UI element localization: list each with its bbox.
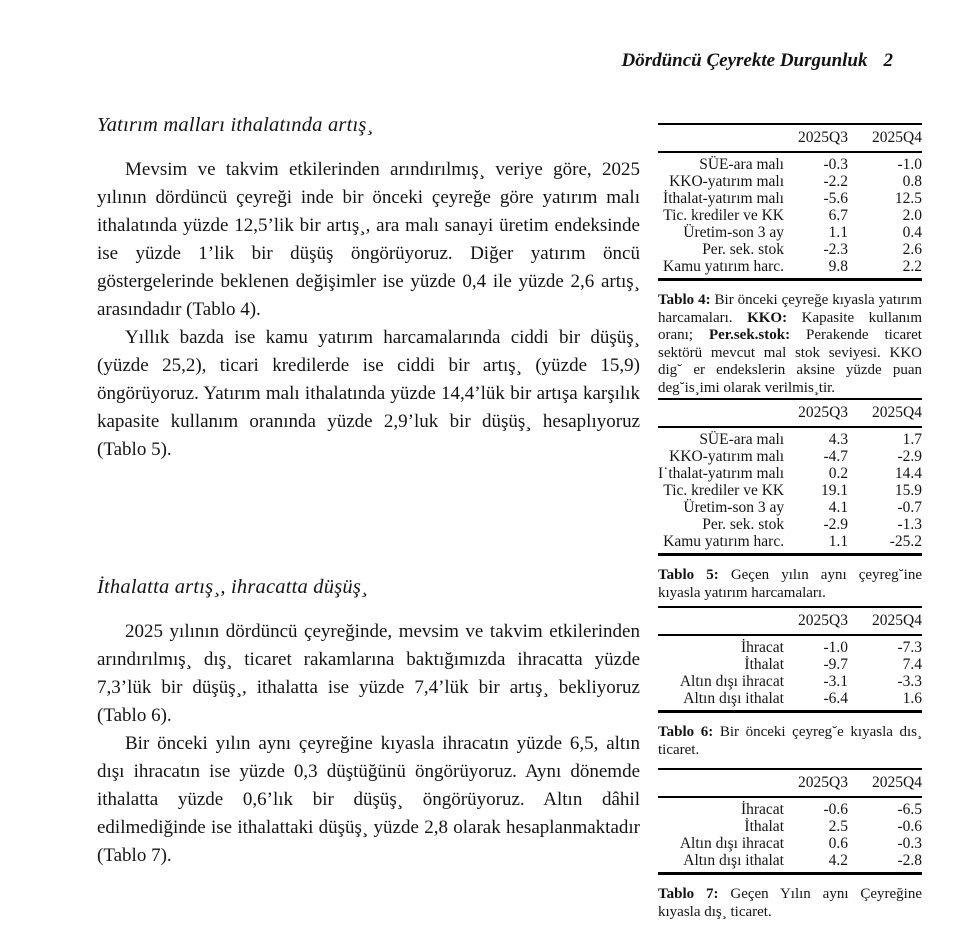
running-header-title: Dördüncü Çeyrekte Durgunluk: [621, 50, 868, 71]
cell-q3: 6.7: [828, 207, 848, 224]
cell-q3: -5.6: [823, 190, 848, 207]
table-4-col-2025q4: 2025Q4: [848, 124, 922, 152]
row-label: Üretim-son 3 ay: [683, 499, 785, 516]
cell-q3: 1.1: [828, 224, 848, 241]
table-row: [658, 533, 922, 555]
table-row: [658, 797, 922, 818]
running-header: [622, 50, 894, 72]
table-row: [658, 499, 922, 516]
cell-q3: 2.5: [828, 818, 848, 835]
paragraph-3: 2025 yılının dördüncü çeyreğinde, mevsim ve takvim etkilerinden arındırılmış¸ dış¸ ticaret rakamlarına baktığımızda ihracatta yüzde 7,3’lük bir düşüş¸, ithalatta ise yüzde 7,4’lük bir artış¸ bekliyoruz (Tablo 6).: [97, 621, 640, 726]
table-6-col-2025q4: 2025Q4: [848, 607, 922, 635]
section-foreign-trade: [97, 576, 640, 870]
row-label: I˙thalat-yatırım malı: [658, 465, 785, 482]
cell-q3: 4.2: [828, 852, 848, 869]
table-5-col-2025q3: 2025Q3: [784, 399, 848, 427]
section-investment-imports: [97, 114, 640, 464]
cell-q4: 2.2: [902, 258, 922, 275]
cell-q3: -9.7: [823, 656, 848, 673]
table-4-col-2025q3: 2025Q3: [784, 124, 848, 152]
table-5-caption: Tablo 5: Geçen yılın aynı çeyreg˘ine kıyasla yatırım harcamaları.: [658, 567, 923, 601]
table-row: [658, 835, 922, 852]
table-5-col-2025q4: 2025Q4: [848, 399, 922, 427]
row-label: Kamu yatırım harc.: [663, 533, 785, 550]
cell-q4: 2.6: [902, 241, 922, 258]
cell-q3: 0.6: [828, 835, 848, 852]
row-label: Kamu yatırım harc.: [663, 258, 784, 275]
cell-q4: -1.0: [897, 156, 922, 173]
cell-q4: -0.7: [897, 499, 922, 516]
row-label: Per. sek. stok: [702, 241, 784, 258]
row-label: İthalat-yatırım malı: [663, 190, 784, 207]
cell-q4: 0.4: [902, 224, 922, 241]
cell-q3: 19.1: [820, 482, 849, 499]
row-label: İhracat: [740, 801, 784, 818]
table-row: [658, 656, 922, 673]
cell-q4: 1.6: [902, 690, 922, 707]
row-label: KKO-yatırım malı: [669, 448, 785, 465]
cell-q3: 4.3: [828, 431, 849, 448]
table-7-label-col-header: [658, 769, 784, 797]
table-7-col-2025q4: 2025Q4: [848, 769, 922, 797]
section-heading-2: İthalatta artış¸, ihracatta düşüş¸: [97, 576, 369, 598]
cell-q3: -2.2: [823, 173, 848, 190]
table-row: [658, 635, 922, 656]
table-row: [658, 516, 922, 533]
table-5-label-col-header: [658, 399, 784, 427]
table-row: [658, 818, 922, 835]
table-row: [658, 224, 922, 241]
paragraph-1: Mevsim ve takvim etkilerinden arındırılmış¸ veriye göre, 2025 yılının dördüncü çeyreği inde bir önceki çeyreğe göre yatırım malı ithalatında yüzde 12,5’lik bir artış¸, ara malı sanayi üretim endeksinde ise yüzde 1’lik bir düşüş öngörüyoruz. Diğer yatırım öncü göstergelerinde beklenen değişimler ise yüzde 0,4 ile yüzde 2,6 artış¸ arasındadır (Tablo 4).: [97, 159, 640, 320]
cell-q3: 9.8: [828, 258, 848, 275]
table-6-label-col-header: [658, 607, 784, 635]
table-6-header-row: [658, 607, 922, 635]
cell-q3: -3.1: [823, 673, 848, 690]
page-number: 2: [883, 50, 893, 71]
table-6-caption: Tablo 6: Bir önceki çeyreg˘e kıyasla dıs¸ ticaret.: [658, 724, 922, 758]
table-4-caption: Tablo 4: Bir önceki çeyreğe kıyasla yatırım harcamaları. KKO: Kapasite kullanım oranı; Per.sek.stok: Perakende ticaret sektörü mevcut mal stok seviyesi. KKO dig˘ er endekslerin aksine yüzde puan deg˘is¸imi olarak verilmis¸tir.: [658, 292, 923, 396]
cell-q4: -2.8: [897, 852, 922, 869]
paragraph-4: Bir önceki yılın aynı çeyreğine kıyasla ihracatın yüzde 6,5, altın dışı ihracatın ise yüzde 0,3 düştüğünü öngörüyoruz. Aynı dönemde ithalatta yüzde 0,6’lık bir düşüş¸ öngörüyoruz. Altın dâhil edilmediğinde ise ithalattaki düşüş¸ yüzde 2,8 olarak hesaplanmaktadır (Tablo 7).: [97, 733, 640, 866]
table-4-header-row: [658, 124, 922, 152]
table-5: [658, 398, 922, 556]
cell-q4: -25.2: [889, 533, 922, 550]
table-row: [658, 482, 922, 499]
table-4-block: [658, 123, 922, 397]
cell-q4: -6.5: [897, 801, 922, 818]
row-label: Tic. krediler ve KK: [663, 207, 784, 224]
table-6-col-2025q3: 2025Q3: [784, 607, 848, 635]
row-label: KKO-yatırım malı: [669, 173, 784, 190]
table-row: [658, 207, 922, 224]
table-6: [658, 606, 922, 713]
row-label: İthalat: [744, 656, 784, 673]
table-5-header-row: [658, 399, 922, 427]
cell-q4: 0.8: [902, 173, 922, 190]
paragraph-2: Yıllık bazda ise kamu yatırım harcamalarında ciddi bir düşüş¸ (yüzde 25,2), ticari kredilerde ise ciddi bir artış¸ (yüzde 15,9) öngörüyoruz. Yatırım malı ithalatında yüzde 14,4’lük bir artışa karşılık kapasite kullanım oranında yüzde 2,9’luk bir düşüş¸ hesaplıyoruz (Tablo 5).: [97, 327, 640, 460]
table-4: [658, 123, 922, 281]
table-row: [658, 673, 922, 690]
row-label: Altın dışı ihracat: [679, 835, 784, 852]
row-label: Altın dışı ithalat: [683, 852, 784, 869]
cell-q3: 0.2: [828, 465, 849, 482]
table-row: [658, 690, 922, 712]
cell-q4: 2.0: [902, 207, 922, 224]
table-6-block: [658, 606, 922, 759]
table-7: [658, 768, 922, 875]
cell-q4: -3.3: [897, 673, 922, 690]
cell-q4: -0.6: [897, 818, 922, 835]
section-heading-1: Yatırım malları ithalatında artış¸: [97, 114, 374, 136]
cell-q4: 12.5: [894, 190, 922, 207]
table-row: [658, 190, 922, 207]
table-7-header-row: [658, 769, 922, 797]
cell-q3: -2.3: [823, 241, 848, 258]
table-row: [658, 258, 922, 280]
table-row: [658, 448, 922, 465]
row-label: Altın dışı ihracat: [679, 673, 784, 690]
table-row: [658, 152, 922, 173]
cell-q4: -2.9: [897, 448, 922, 465]
row-label: Tic. krediler ve KK: [663, 482, 785, 499]
row-label: İhracat: [740, 639, 784, 656]
table-row: [658, 852, 922, 874]
cell-q4: -0.3: [897, 835, 922, 852]
cell-q4: 14.4: [894, 465, 922, 482]
cell-q4: -7.3: [897, 639, 922, 656]
cell-q3: 4.1: [828, 499, 849, 516]
table-row: [658, 465, 922, 482]
cell-q3: -0.3: [823, 156, 848, 173]
table-row: [658, 427, 922, 448]
cell-q4: 1.7: [902, 431, 922, 448]
cell-q3: -6.4: [823, 690, 848, 707]
table-7-col-2025q3: 2025Q3: [784, 769, 848, 797]
row-label: SÜE-ara malı: [699, 431, 785, 448]
row-label: Altın dışı ithalat: [683, 690, 784, 707]
cell-q3: -1.0: [823, 639, 848, 656]
cell-q4: 7.4: [902, 656, 922, 673]
table-row: [658, 241, 922, 258]
table-5-block: [658, 398, 922, 602]
row-label: Üretim-son 3 ay: [683, 224, 784, 241]
cell-q3: 1.1: [828, 533, 849, 550]
cell-q3: -2.9: [823, 516, 849, 533]
table-4-label-col-header: [658, 124, 784, 152]
row-label: SÜE-ara malı: [699, 156, 784, 173]
cell-q3: -4.7: [823, 448, 849, 465]
cell-q4: 15.9: [894, 482, 922, 499]
table-7-block: [658, 768, 922, 921]
table-row: [658, 173, 922, 190]
table-7-caption: Tablo 7: Geçen Yılın aynı Çeyreğine kıyasla dış¸ ticaret.: [658, 886, 922, 920]
cell-q3: -0.6: [823, 801, 848, 818]
row-label: Per. sek. stok: [702, 516, 785, 533]
cell-q4: -1.3: [897, 516, 922, 533]
row-label: İthalat: [744, 818, 784, 835]
